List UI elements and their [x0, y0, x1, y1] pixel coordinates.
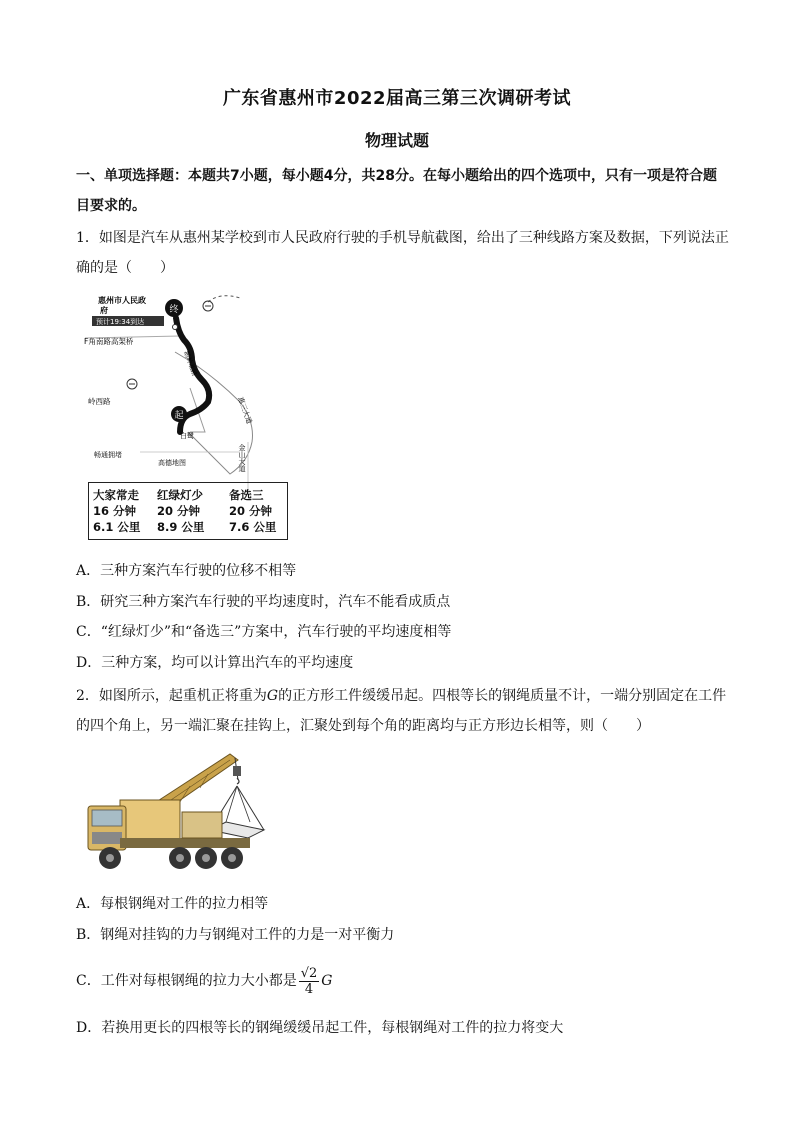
- route-option: [93, 487, 140, 535]
- map-label-amap: 高德地图: [158, 459, 186, 467]
- truck-chassis: [120, 838, 250, 848]
- map-label-bailu: 白鹭: [180, 432, 194, 440]
- route-name: 大家常走: [93, 488, 139, 502]
- map-label-road1: 鹅岭北路: [182, 349, 199, 378]
- q2-option-c-g: G: [321, 973, 333, 989]
- page-subtitle: 物理试题: [364, 131, 429, 150]
- q1-option-b: B．研究三种方案汽车行驶的平均速度时，汽车不能看成质点: [76, 594, 451, 610]
- waypoint-icon: [173, 325, 178, 330]
- route-time: 20 分钟: [157, 504, 201, 518]
- q2-option-c: [76, 964, 726, 998]
- route-distance: 6.1 公里: [93, 520, 141, 534]
- route-time: 20 分钟: [229, 504, 273, 518]
- end-marker-label: 终: [169, 305, 179, 315]
- crane-cabin: [182, 812, 222, 838]
- q1-stem-line-1: 1．如图是汽车从惠州某学校到市人民政府行驶的手机导航截图，给出了三种线路方案及数据，下列说法正: [76, 230, 729, 246]
- q2-stem-line-2: 的四个角上，另一端汇聚在挂钩上，汇聚处到每个角的距离均与正方形边长相等，则（ ）: [76, 718, 650, 734]
- route-options-table: [88, 482, 288, 540]
- page-title: 广东省惠州市2022届高三第三次调研考试: [222, 88, 572, 109]
- q1-option-a: A．三种方案汽车行驶的位移不相等: [76, 563, 297, 579]
- q2-stem-line-1: [76, 686, 726, 706]
- map-label-bridge: F角南路高架桥: [84, 337, 134, 346]
- crane-body: [120, 800, 180, 840]
- route-distance: 8.9 公里: [157, 520, 205, 534]
- map-label-lingxi: 岭西路: [88, 397, 111, 406]
- map-label-traffic: 畅通拥堵: [94, 451, 122, 459]
- eta-label: 预计19:34到达: [96, 318, 145, 326]
- route-option: [229, 487, 276, 535]
- q1-stem-line-2: 确的是（ ）: [76, 260, 174, 276]
- q2-stem-part: 的正方形工件缓缓吊起。四根等长的钢绳质量不计，一端分别固定在工件: [278, 688, 727, 704]
- route-name: 红绿灯少: [157, 488, 203, 502]
- map-label-road2: 惠三大道: [236, 395, 254, 425]
- hook-icon: [237, 778, 239, 784]
- map-label-road3: 金山大道: [238, 444, 246, 472]
- q2-option-c-text: C．工件对每根钢绳的拉力大小都是: [76, 973, 297, 989]
- map-road: [208, 296, 240, 302]
- section-heading-line-1: 一、单项选择题：本题共7小题，每小题4分，共28分。在每小题给出的四个选项中，只有一项是符合题: [76, 168, 717, 184]
- section-heading-line-2: 目要求的。: [76, 198, 146, 214]
- map-label-gov: 惠州市人民政: [98, 296, 146, 305]
- start-marker-label: 起: [174, 411, 184, 421]
- truck-windshield: [92, 810, 122, 826]
- q2-option-a: A．每根钢绳对工件的拉力相等: [76, 896, 269, 912]
- q2-stem-g: G: [266, 688, 279, 704]
- route-name: 备选三: [229, 488, 264, 502]
- q1-option-d: D．三种方案，均可以计算出汽车的平均速度: [76, 655, 354, 671]
- map-label-gov-2: 府: [100, 306, 108, 315]
- crane-figure: [80, 746, 290, 880]
- route-distance: 7.6 公里: [229, 520, 277, 534]
- route-time: 16 分钟: [93, 504, 137, 518]
- q2-option-b: B．钢绳对挂钩的力与钢绳对工件的力是一对平衡力: [76, 927, 395, 943]
- route-option: [157, 487, 204, 535]
- truck-grille: [92, 832, 122, 844]
- q2-option-d: D．若换用更长的四根等长的钢绳缓缓吊起工件，每根钢绳对工件的拉力将变大: [76, 1020, 564, 1036]
- q1-option-c: C．“红绿灯少”和“备选三”方案中，汽车行驶的平均速度相等: [76, 624, 452, 640]
- q2-stem-part: 2．如图所示，起重机正将重为: [76, 688, 267, 704]
- fraction: [299, 966, 320, 997]
- hook-block: [233, 766, 241, 776]
- fraction-denominator: 4: [304, 981, 314, 997]
- fraction-numerator: √2: [300, 965, 318, 981]
